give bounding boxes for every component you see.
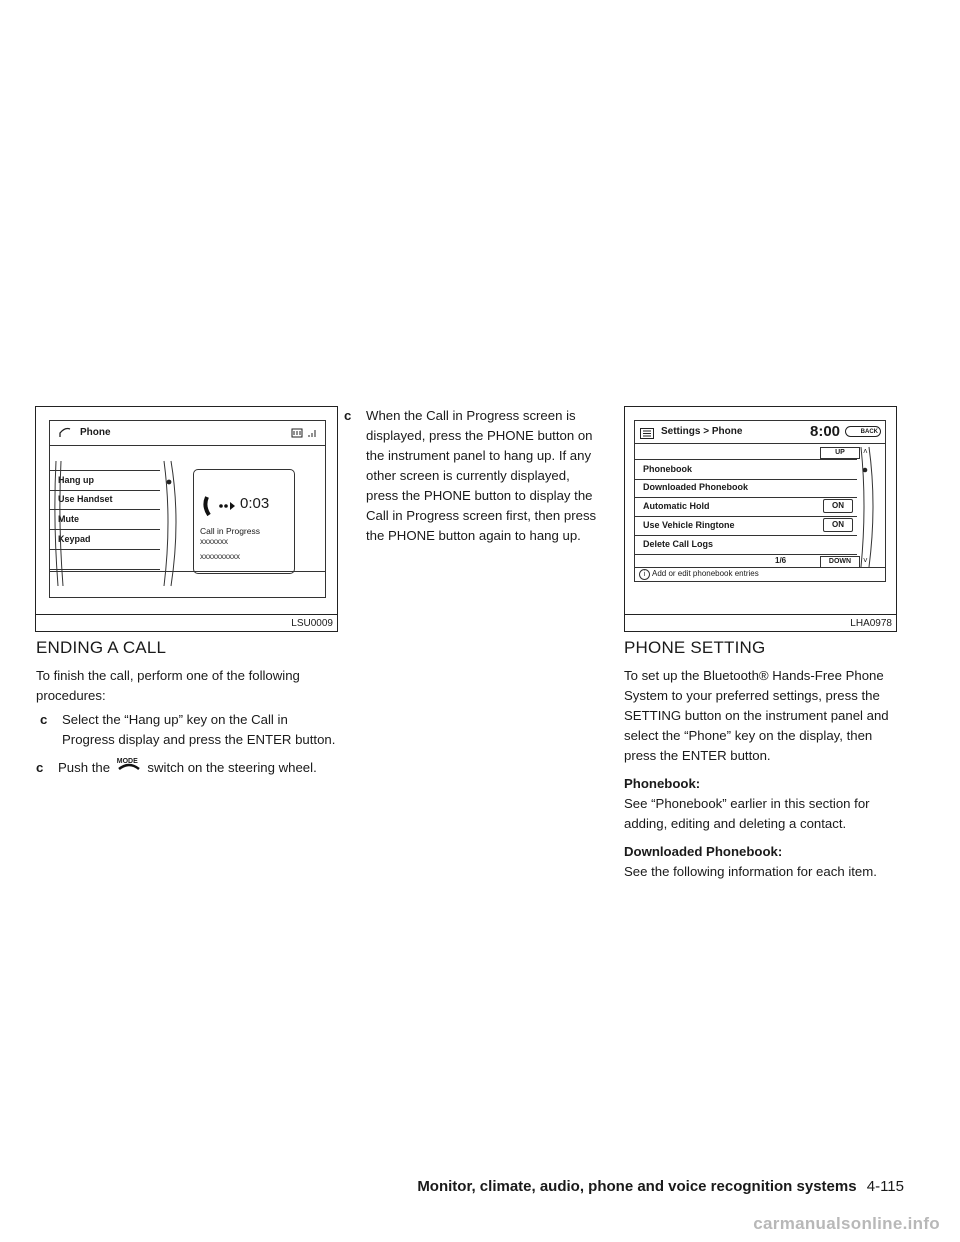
phonebook-subheading: Phonebook:	[624, 776, 701, 791]
info-icon: i	[639, 569, 650, 580]
watermark: carmanualsonline.info	[753, 1214, 940, 1233]
info-text: Add or edit phonebook entries	[652, 569, 759, 578]
phone-setting-intro: To set up the Bluetooth® Hands-Free Phone System to your preferred settings, press the SETTING button on the instrument panel and select the “Phone” key on the display, then press the ENTER button.	[624, 668, 889, 763]
ending-call-intro: To finish the call, perform one of the following procedures:	[36, 668, 300, 703]
bullet-mark: c	[36, 760, 44, 775]
down-arrow-icon: ˅	[863, 556, 868, 565]
settings-item-phonebook[interactable]: Phonebook	[635, 459, 857, 480]
figure-label: LSU0009	[291, 618, 333, 629]
ending-call-heading: ENDING A CALL	[36, 638, 167, 657]
up-button[interactable]: UP	[820, 447, 860, 459]
call-timer: 0:03	[240, 495, 270, 512]
menu-item-keypad[interactable]: Keypad	[50, 530, 160, 550]
call-panel	[193, 469, 295, 574]
vehicle-ringtone-toggle[interactable]: ON	[823, 518, 853, 532]
phone-setting-heading: PHONE SETTING	[624, 638, 766, 657]
settings-menu-icon	[640, 426, 654, 444]
screen-title: Phone	[80, 427, 111, 438]
figure-caption-rule	[36, 614, 337, 615]
menu-item-mute[interactable]: Mute	[50, 510, 160, 530]
settings-title: Settings > Phone	[661, 426, 743, 437]
figure-phone-settings	[624, 406, 897, 632]
figure-label: LHA0978	[850, 618, 892, 629]
menu-item-use-handset[interactable]: Use Handset	[50, 490, 160, 510]
phonebook-text: See “Phonebook” earlier in this section for adding, editing and deleting a contact.	[624, 796, 870, 831]
footer-section-title: Monitor, climate, audio, phone and voice recognition systems	[417, 1178, 857, 1195]
settings-item-automatic-hold[interactable]: Automatic Hold ON	[635, 497, 857, 517]
settings-screen	[634, 420, 886, 582]
settings-title-bar	[635, 421, 885, 444]
back-button-label: BACK	[860, 429, 878, 435]
screen-title-bar	[50, 421, 325, 446]
call-status: Call in Progress	[200, 526, 260, 536]
settings-item-use-vehicle-ringtone[interactable]: Use Vehicle Ringtone ON	[635, 516, 857, 536]
figure-call-in-progress	[35, 406, 338, 632]
up-arrow-icon: ˄	[863, 447, 868, 456]
downloaded-phonebook-subheading: Downloaded Phonebook:	[624, 844, 783, 859]
settings-item-delete-call-logs[interactable]: Delete Call Logs	[635, 535, 857, 555]
ending-call-bullet-1: c Select the “Hang up” key on the Call in Progress display and press the ENTER button.	[40, 712, 336, 747]
ending-call-section	[36, 638, 336, 778]
settings-item-downloaded-phonebook[interactable]: Downloaded Phonebook	[635, 478, 857, 498]
screen-bottom-divider	[50, 571, 325, 572]
caller-line-2: xxxxxxxxxx	[200, 552, 240, 561]
downloaded-phonebook-text: See the following information for each item.	[624, 864, 877, 879]
down-button[interactable]: DOWN	[820, 556, 860, 568]
page-footer	[417, 1178, 904, 1195]
signal-icon	[291, 426, 319, 444]
phone-screen	[49, 420, 326, 598]
ending-call-bullet-2: c Push the MODE switch on the steering wheel.	[36, 758, 336, 778]
call-handset-icon	[201, 493, 237, 524]
bullet-mark: c	[344, 408, 352, 423]
phone-setting-section	[624, 638, 896, 882]
page-indicator: 1/6	[775, 556, 787, 565]
ending-call-bullet-3: c When the Call in Progress screen is displayed, press the PHONE button on the instrument panel to hang up. If any other screen is currently displayed, press the PHONE button to display the Call in Progress screen first, then press the PHONE button again to hang up.	[344, 408, 597, 543]
settings-scroll-dial	[857, 445, 885, 569]
bullet-mark: c	[40, 712, 48, 727]
mode-phone-switch-icon: MODE	[114, 758, 144, 772]
menu-item-hang-up[interactable]: Hang up	[50, 470, 160, 491]
back-button[interactable]	[845, 426, 881, 437]
ending-call-continued	[344, 406, 602, 546]
info-bar	[635, 567, 885, 582]
caller-line-1: xxxxxxx	[200, 537, 228, 546]
clock: 8:00	[810, 423, 841, 440]
automatic-hold-toggle[interactable]: ON	[823, 499, 853, 513]
figure-caption-rule	[625, 614, 896, 615]
page-number: 4-115	[866, 1178, 904, 1195]
scroll-dial	[50, 451, 190, 591]
phone-icon	[58, 426, 72, 444]
